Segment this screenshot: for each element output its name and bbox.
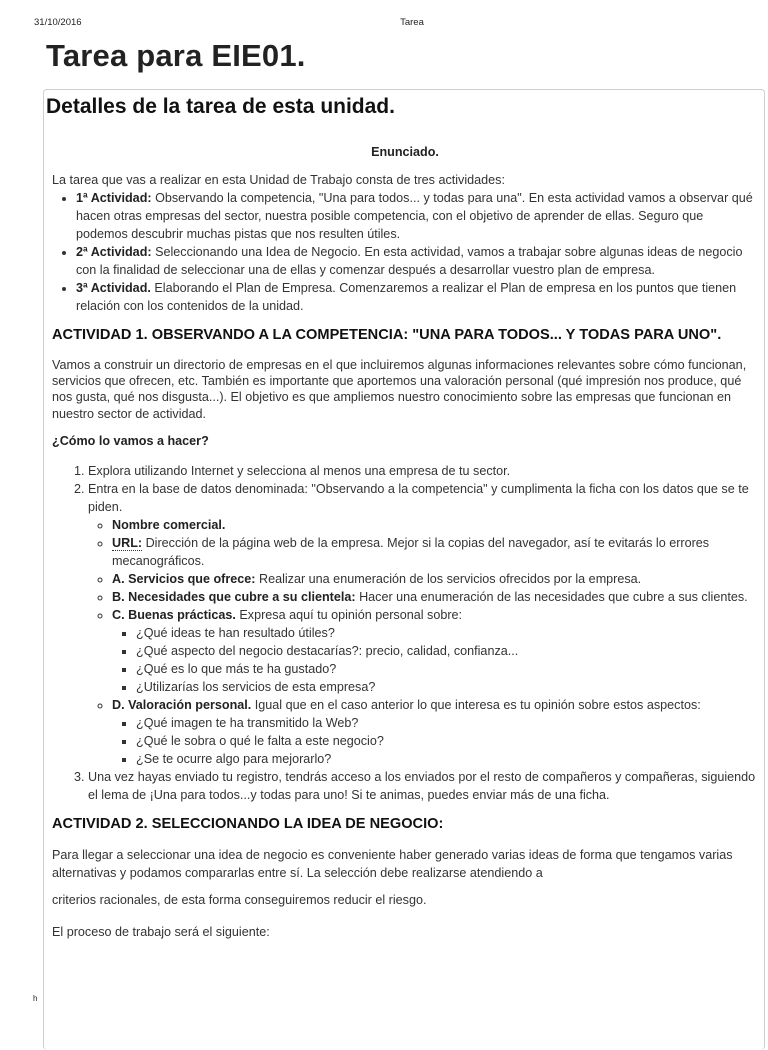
list-item xyxy=(76,243,758,279)
list-item xyxy=(112,696,758,768)
statement-heading: Enunciado. xyxy=(371,145,439,159)
list-item xyxy=(88,480,758,768)
activity-2-paragraph: Para llegar a seleccionar una idea de negocio es conveniente haber generado varias ideas de forma que tengamos varias alternativas y podamos compararlas entre sí. La selección debe realizarse atendiendo a xyxy=(52,847,733,881)
field-label: C. Buenas prácticas. xyxy=(112,607,236,622)
how-to-heading: ¿Cómo lo vamos a hacer? xyxy=(52,433,209,448)
valuation-list xyxy=(112,714,758,768)
panel-title: Detalles de la tarea de esta unidad. xyxy=(46,95,395,118)
field-label: B. Necesidades que cubre a su clientela: xyxy=(112,589,356,604)
list-item: ▪ ¿Qué le sobra o qué le falta a este negocio? xyxy=(136,732,758,750)
activity-text: Elaborando el Plan de Empresa. Comenzaremos a realizar el Plan de empresa en los puntos que tienen relación con los contenidos de la unidad. xyxy=(76,281,737,313)
activity-label: 3ª Actividad. xyxy=(76,281,151,295)
activity-1-paragraph: Vamos a construir un directorio de empresas en el que incluiremos algunas informaciones relevantes sobre cómo funcionan, servicios que ofrecen, etc. También es importante que aportemos una valoración personal (qué impresión nos produce, qué nos gusta, qué nos disgusta...). El objetivo es que ampliemos nuestro conocimiento sobre las empresas que funcionan en nuestro sector de actividad. xyxy=(52,358,747,421)
activity-text: Observando la competencia, "Una para todos... y todas para una". En esta actividad vamos a observar qué hacen otras empresas del sector, nuestra posible competencia, con el objetivo de aprender de ellas. Seguro que podemos descubrir muchas pistas que nos resulten útiles. xyxy=(76,191,753,241)
field-label: Nombre comercial. xyxy=(112,517,226,532)
step-text: Entra en la base de datos denominada: "Observando a la competencia" y cumplimenta la ficha con los datos que se te piden. xyxy=(88,481,749,514)
list-item xyxy=(76,279,758,315)
activity-2-heading: ACTIVIDAD 2. SELECCIONANDO LA IDEA DE NEGOCIO: xyxy=(52,815,444,832)
list-item: ▪ ¿Qué aspecto del negocio destacarías?: precio, calidad, confianza... xyxy=(136,642,758,660)
list-item: ▪ ¿Qué imagen te ha transmitido la Web? xyxy=(136,714,758,732)
field-label: A. Servicios que ofrece: xyxy=(112,571,256,586)
list-item: 3. Una vez hayas enviado tu registro, tendrás acceso a los enviados por el resto de compañeros y compañeras, siguiendo el lema de ¡Una para todos...y todas para uno! Si te animas, puedes enviar más de una ficha. xyxy=(88,768,758,804)
list-item xyxy=(112,570,758,588)
list-item: ▪ ¿Qué ideas te han resultado útiles? xyxy=(136,624,758,642)
field-text: Dirección de la página web de la empresa. Mejor si la copias del navegador, así te evitarás lo errores mecanográficos. xyxy=(112,535,710,568)
activities-list xyxy=(52,189,758,315)
best-practices-list xyxy=(112,624,758,696)
list-item: ▪ ¿Se te ocurre algo para mejorarlo? xyxy=(136,750,758,768)
fields-list xyxy=(88,516,758,768)
field-text: Igual que en el caso anterior lo que interesa es tu opinión sobre estos aspectos: xyxy=(251,697,701,712)
list-item: ▪ ¿Utilizarías los servicios de esta empresa? xyxy=(136,678,758,696)
activity-1-heading: ACTIVIDAD 1. OBSERVANDO A LA COMPETENCIA: "UNA PARA TODOS... Y TODAS PARA UNO". xyxy=(52,327,722,343)
intro-text: La tarea que vas a realizar en esta Unidad de Trabajo consta de tres actividades: xyxy=(52,173,505,187)
list-item xyxy=(112,534,758,570)
print-header-title: Tarea xyxy=(400,17,424,28)
process-intro: El proceso de trabajo será el siguiente: xyxy=(52,924,270,939)
list-item xyxy=(112,588,758,606)
list-item: 1. Explora utilizando Internet y selecciona al menos una empresa de tu sector. xyxy=(88,462,758,480)
field-text: Expresa aquí tu opinión personal sobre: xyxy=(235,607,463,622)
list-item xyxy=(76,189,758,243)
activity-2-paragraph-end: criterios racionales, de esta forma conseguiremos reducir el riesgo. xyxy=(52,892,427,907)
page-footer-mark: h xyxy=(33,994,38,1003)
list-item xyxy=(112,516,758,534)
list-item xyxy=(112,606,758,696)
field-text: Realizar una enumeración de los servicios ofrecidos por la empresa. xyxy=(255,571,642,586)
print-date: 31/10/2016 xyxy=(34,17,82,28)
activity-label: 2ª Actividad: xyxy=(76,245,152,259)
field-label: D. Valoración personal. xyxy=(112,697,252,712)
steps-list xyxy=(52,462,758,804)
task-content xyxy=(52,143,758,941)
page-title: Tarea para EIE01. xyxy=(46,38,306,73)
list-item: ▪ ¿Qué es lo que más te ha gustado? xyxy=(136,660,758,678)
activity-label: 1ª Actividad: xyxy=(76,191,152,205)
field-text: Hacer una enumeración de las necesidades que cubre a sus clientes. xyxy=(355,589,748,604)
activity-text: Seleccionando una Idea de Negocio. En esta actividad, vamos a trabajar sobre algunas ideas de negocio con la finalidad de seleccionar una de ellas y comenzar después a desarrollar vuestro plan de empresa. xyxy=(76,245,743,277)
url-abbr: URL: xyxy=(112,535,143,550)
